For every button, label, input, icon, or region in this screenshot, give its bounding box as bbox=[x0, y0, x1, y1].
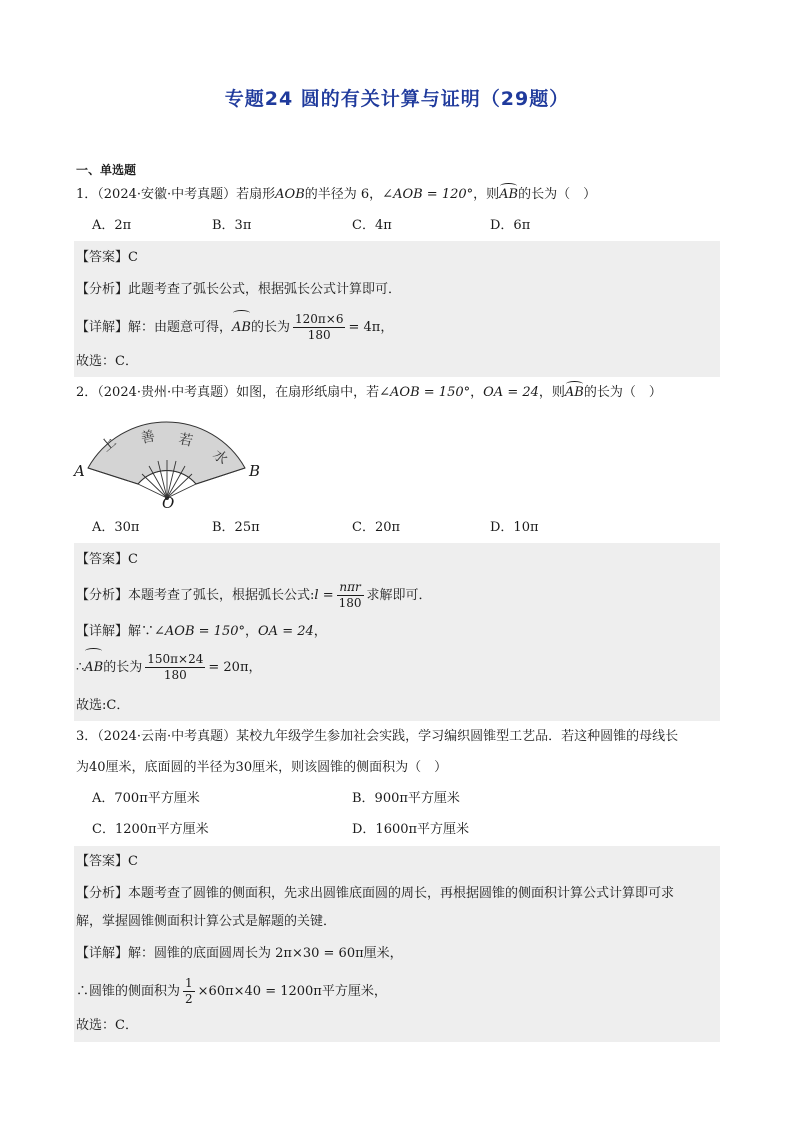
label-a: A bbox=[74, 462, 85, 480]
question-3-analysis-line-2: 解，掌握圆锥侧面积计算公式是解题的关键． bbox=[76, 914, 337, 929]
question-3-option-a: A．700π平方厘米 bbox=[92, 791, 200, 806]
formula-fraction: $\frac{\text{nπr}}{180}$ bbox=[338, 580, 362, 610]
question-1-analysis: 【分析】此题考查了弧长公式，根据弧长公式计算即可． bbox=[76, 282, 402, 297]
fan-char-1: 上 bbox=[98, 433, 120, 456]
question-2-option-d: D．10π bbox=[490, 520, 539, 535]
question-3-stem-line-2: 为40厘米，底面圆的半径为30厘米，则该圆锥的侧面积为（ ） bbox=[76, 760, 448, 775]
question-3-detail-line-2: ∴圆锥的侧面积为 $\frac{1}{2}$ ×60π×40 = 1200π平方厘米， bbox=[76, 976, 387, 1006]
question-1-option-d: D．6π bbox=[490, 218, 531, 233]
question-3-conclusion: 故选：C． bbox=[76, 1018, 138, 1033]
question-3-option-b: B．900π平方厘米 bbox=[352, 791, 460, 806]
question-1-option-a: A．2π bbox=[92, 218, 132, 233]
fraction: $\frac{120\pi\times 6}{180}$ bbox=[295, 312, 344, 342]
fan-figure bbox=[70, 410, 270, 510]
arc-ab: AB bbox=[499, 185, 518, 205]
question-1-conclusion: 故选：C． bbox=[76, 354, 138, 369]
question-3-option-c: C．1200π平方厘米 bbox=[92, 822, 209, 837]
question-2-detail-line-2: ∴AB的长为 $\frac{150\pi\times 24}{180}$ = 20π， bbox=[76, 650, 262, 686]
question-2-option-a: A．30π bbox=[92, 520, 140, 535]
question-1-option-c: C．4π bbox=[352, 218, 392, 233]
label-o: O bbox=[162, 494, 175, 510]
question-1-stem: 1．（2024·安徽·中考真题）若扇形AOB的半径为 6，∠AOB = 120°，则AB的长为（ ） bbox=[76, 185, 596, 205]
question-2-answer: 【答案】C bbox=[76, 552, 138, 567]
fan-char-2: 善 bbox=[139, 428, 157, 447]
label-b: B bbox=[249, 462, 261, 480]
fan-char-4: 水 bbox=[209, 446, 231, 469]
section-heading: 一、单选题 bbox=[76, 163, 137, 177]
question-3-option-d: D．1600π平方厘米 bbox=[352, 822, 470, 837]
question-3-answer: 【答案】C bbox=[76, 854, 138, 869]
question-2-detail: 【详解】解∵∠AOB = 150°，OA = 24， bbox=[76, 624, 327, 639]
question-2-option-b: B．25π bbox=[212, 520, 260, 535]
question-3-stem-line-1: 3．（2024·云南·中考真题）某校九年级学生参加社会实践，学习编织圆锥型工艺品．若这种圆锥的母线长 bbox=[76, 729, 679, 744]
fraction: $\frac{150\pi\times 24}{180}$ bbox=[147, 652, 204, 682]
question-1-solution-box bbox=[74, 241, 720, 377]
question-1-option-b: B．3π bbox=[212, 218, 252, 233]
fraction-half: $\frac{1}{2}$ bbox=[185, 976, 193, 1006]
question-3-detail: 【详解】解：圆锥的底面圆周长为 2π×30 = 60π厘米， bbox=[76, 946, 403, 961]
document-title: 专题24 圆的有关计算与证明（29题） bbox=[224, 88, 570, 110]
question-2-conclusion: 故选:C． bbox=[76, 698, 130, 713]
question-1-detail: 【详解】解：由题意可得，AB的长为 $\frac{120\pi\times 6}{180}$ = 4π， bbox=[76, 312, 394, 342]
question-1-answer: 【答案】C bbox=[76, 250, 138, 265]
question-2-analysis: 【分析】本题考查了弧长，根据弧长公式:l = $\frac{\text{nπr}}{180}$ 求解即可． bbox=[76, 580, 432, 610]
question-2-option-c: C．20π bbox=[352, 520, 401, 535]
question-3-analysis: 【分析】本题考查了圆锥的侧面积，先求出圆锥底面圆的周长，再根据圆锥的侧面积计算公式计算即可求 bbox=[76, 886, 675, 901]
question-2-stem: 2．（2024·贵州·中考真题）如图，在扇形纸扇中，若∠AOB = 150°，OA = 24，则AB的长为（ ） bbox=[76, 383, 662, 403]
fan-char-3: 若 bbox=[177, 431, 195, 450]
